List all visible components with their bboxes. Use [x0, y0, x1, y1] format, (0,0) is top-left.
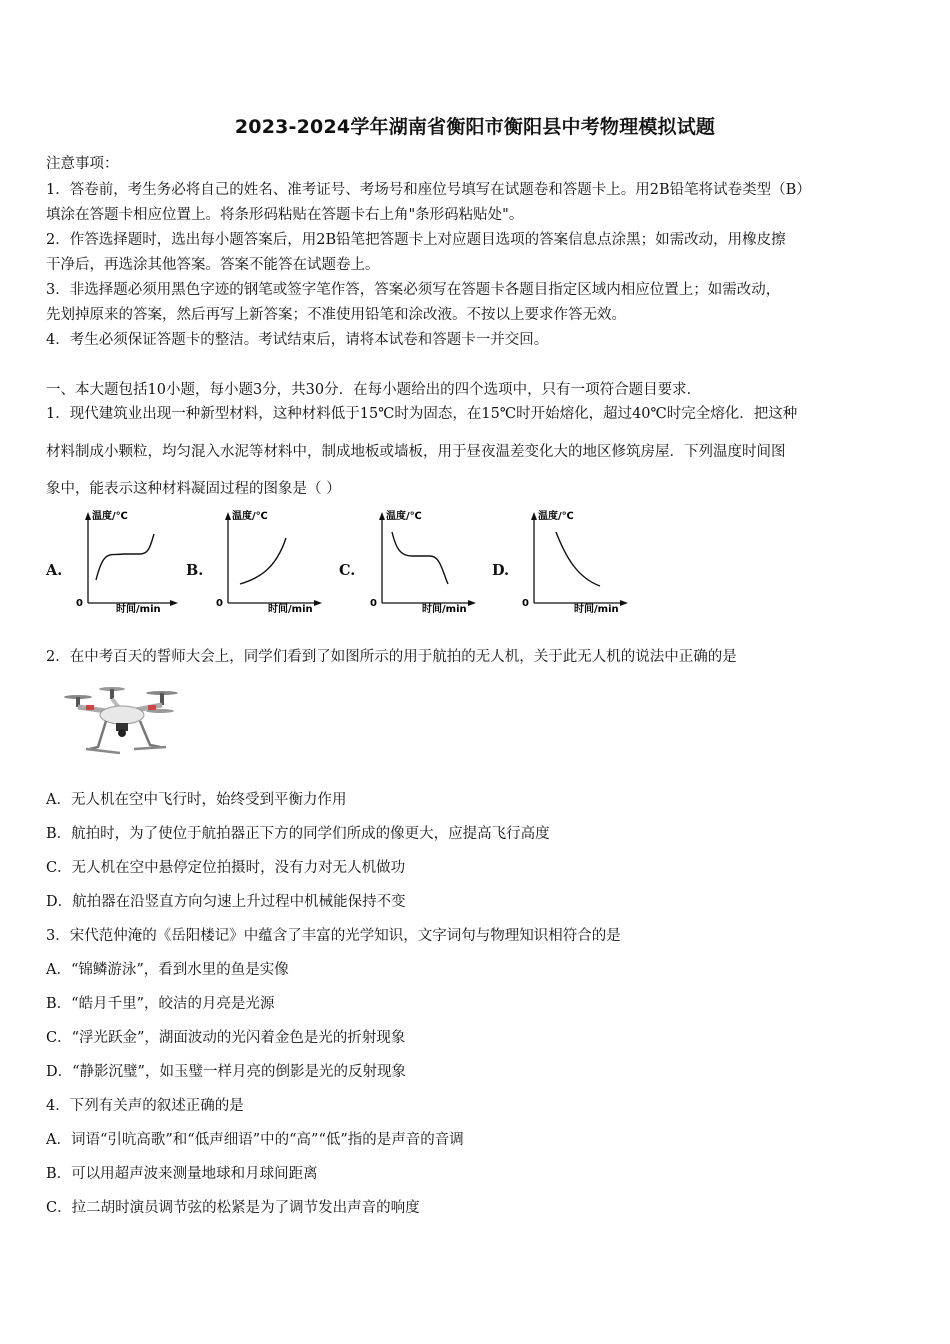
y-axis-arrow [225, 512, 231, 520]
y-axis-arrow [379, 512, 385, 520]
x-axis-arrow [170, 600, 178, 606]
q4-option[interactable]: B．可以用超声波来测量地球和月球间距离 [46, 1166, 318, 1182]
origin-label: 0 [216, 598, 223, 609]
q1-graph-a [70, 508, 180, 620]
drone-photo-icon [60, 683, 185, 758]
x-axis-label: 时间/min [268, 604, 313, 615]
origin-label: 0 [522, 598, 529, 609]
x-axis-arrow [468, 600, 476, 606]
q3-option[interactable]: D．“静影沉璧”，如玉璧一样月亮的倒影是光的反射现象 [46, 1064, 406, 1080]
q1-stem-line: 材料制成小颗粒，均匀混入水泥等材料中，制成地板或墙板，用于昼夜温差变化大的地区修筑房屋．下列温度时间图 [46, 444, 786, 460]
y-axis-label: 温度/℃ [232, 511, 268, 522]
y-axis-arrow [85, 512, 91, 520]
notice-line: 2．作答选择题时，选出每小题答案后，用2B铅笔把答题卡上对应题目选项的答案信息点涂黑；如需改动，用橡皮擦 [46, 232, 786, 248]
x-axis-label: 时间/min [574, 604, 619, 615]
x-axis-arrow [314, 600, 322, 606]
notice-line: 填涂在答题卡相应位置上。将条形码粘贴在答题卡右上角"条形码粘贴处"。 [46, 207, 524, 223]
page-title: 2023-2024学年湖南省衡阳市衡阳县中考物理模拟试题 [234, 116, 716, 138]
notice-heading: 注意事项： [46, 156, 119, 172]
notice-line: 4．考生必须保证答题卡的整洁。考试结束后，请将本试卷和答题卡一并交回。 [46, 332, 549, 348]
curve [556, 532, 600, 586]
q3-option[interactable]: A．“锦鳞游泳”，看到水里的鱼是实像 [46, 962, 289, 978]
y-axis-label: 温度/℃ [92, 511, 128, 522]
q2-option[interactable]: A．无人机在空中飞行时，始终受到平衡力作用 [46, 792, 347, 808]
q1-option-label[interactable]: A. [46, 562, 63, 579]
curve [240, 538, 286, 584]
section-header: 一、本大题包括10小题，每小题3分，共30分．在每小题给出的四个选项中，只有一项符合题目要求． [46, 382, 702, 398]
q1-graph-d [516, 508, 631, 620]
y-axis-label: 温度/℃ [538, 511, 574, 522]
x-axis-label: 时间/min [422, 604, 467, 615]
q2-option[interactable]: C．无人机在空中悬停定位拍摄时，没有力对无人机做功 [46, 860, 406, 876]
notice-line: 1．答卷前，考生务必将自己的姓名、准考证号、考场号和座位号填写在试题卷和答题卡上。用2B铅笔将试卷类型（B） [46, 182, 811, 198]
q1-graph-b [210, 508, 325, 620]
curve [392, 532, 448, 584]
curve [96, 534, 154, 580]
notice-line: 先划掉原来的答案，然后再写上新答案；不准使用铅笔和涂改液。不按以上要求作答无效。 [46, 307, 626, 323]
q2-option[interactable]: B．航拍时，为了使位于航拍器正下方的同学们所成的像更大，应提高飞行高度 [46, 826, 550, 842]
y-axis-arrow [531, 512, 537, 520]
x-axis-arrow [620, 600, 628, 606]
q3-option[interactable]: B．“皓月千里”，皎洁的月亮是光源 [46, 996, 275, 1012]
q1-option-label[interactable]: B. [186, 562, 204, 579]
origin-label: 0 [76, 598, 83, 609]
q1-option-label[interactable]: C. [339, 562, 356, 579]
q4-option[interactable]: C．拉二胡时演员调节弦的松紧是为了调节发出声音的响度 [46, 1200, 420, 1216]
q1-graph-c [364, 508, 479, 620]
q3-option[interactable]: C．“浮光跃金”，湖面波动的光闪着金色是光的折射现象 [46, 1030, 406, 1046]
q3-stem: 3．宋代范仲淹的《岳阳楼记》中蕴含了丰富的光学知识，文字词句与物理知识相符合的是 [46, 928, 621, 944]
q1-stem-line: 1．现代建筑业出现一种新型材料，这种材料低于15℃时为固态，在15℃时开始熔化，超过40℃时完全熔化．把这种 [46, 406, 798, 422]
notice-line: 干净后，再选涂其他答案。答案不能答在试题卷上。 [46, 257, 380, 273]
y-axis-label: 温度/℃ [386, 511, 422, 522]
notice-line: 3．非选择题必须用黑色字迹的钢笔或签字笔作答，答案必须写在答题卡各题目指定区域内相应位置上；如需改动， [46, 282, 781, 298]
q1-option-label[interactable]: D. [492, 562, 510, 579]
origin-label: 0 [370, 598, 377, 609]
q4-stem: 4．下列有关声的叙述正确的是 [46, 1098, 244, 1114]
q2-stem: 2．在中考百天的誓师大会上，同学们看到了如图所示的用于航拍的无人机，关于此无人机的说法中正确的是 [46, 649, 737, 665]
q1-stem-line: 象中，能表示这种材料凝固过程的图象是（ ） [46, 481, 341, 497]
q2-option[interactable]: D．航拍器在沿竖直方向匀速上升过程中机械能保持不变 [46, 894, 406, 910]
x-axis-label: 时间/min [116, 604, 161, 615]
q4-option[interactable]: A．词语“引吭高歌”和“低声细语”中的“高”“低”指的是声音的音调 [46, 1132, 464, 1148]
